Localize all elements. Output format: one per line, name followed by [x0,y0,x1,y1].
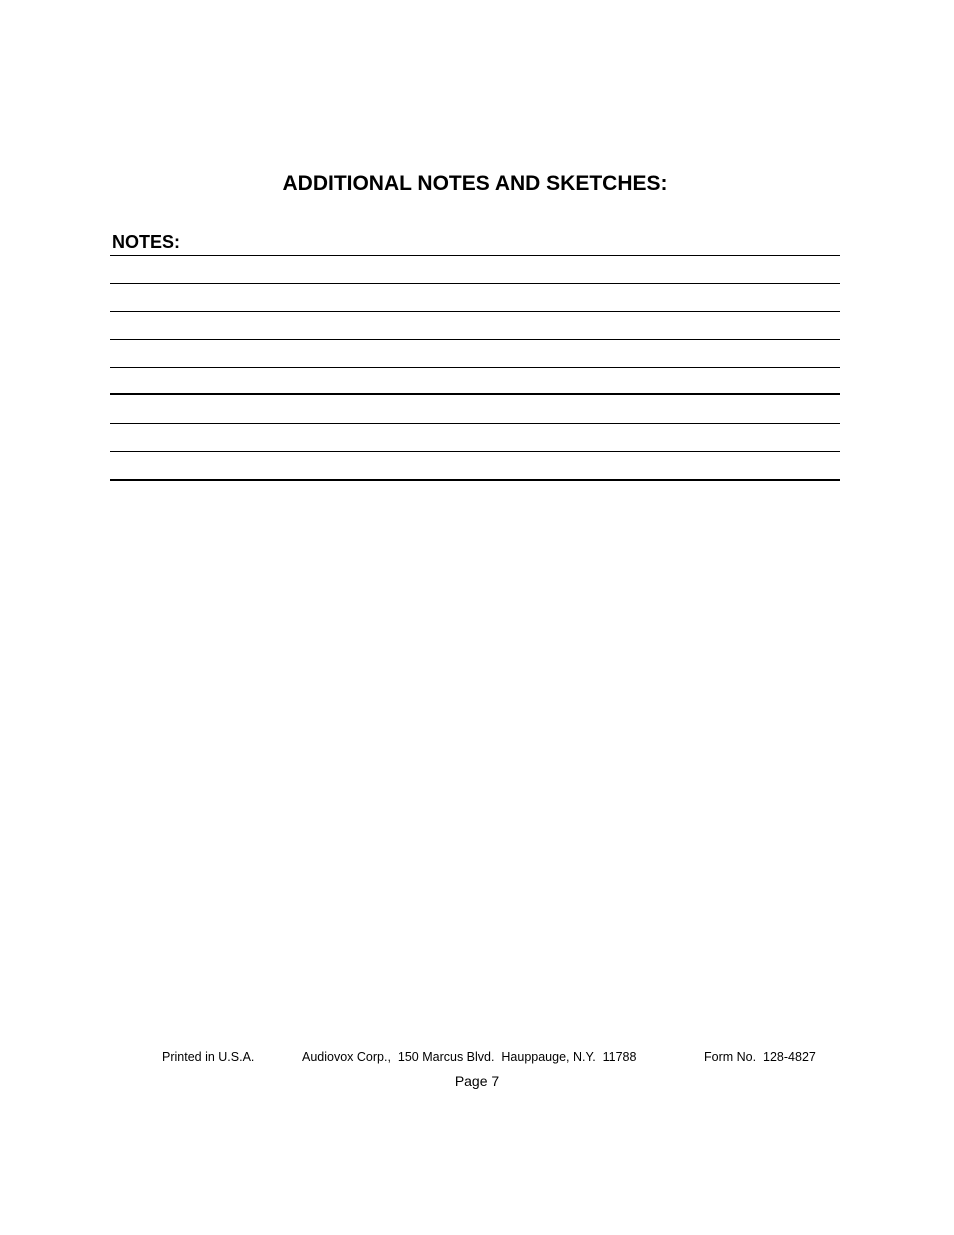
page-number: Page 7 [454,1073,500,1089]
note-line [110,367,840,368]
note-line [110,339,840,340]
note-line [110,451,840,452]
page-title: ADDITIONAL NOTES AND SKETCHES: [282,172,668,195]
note-line [110,311,840,312]
note-line [110,283,840,284]
notes-label: NOTES: [112,232,181,252]
note-line [110,393,840,395]
footer-form-number: Form No. 128-4827 [704,1050,816,1064]
footer-address: Audiovox Corp., 150 Marcus Blvd. Hauppauge, N.Y. 11788 [302,1050,637,1064]
footer-printed-in: Printed in U.S.A. [162,1050,255,1064]
note-line [110,423,840,424]
note-line [110,479,840,481]
note-line [110,255,840,256]
